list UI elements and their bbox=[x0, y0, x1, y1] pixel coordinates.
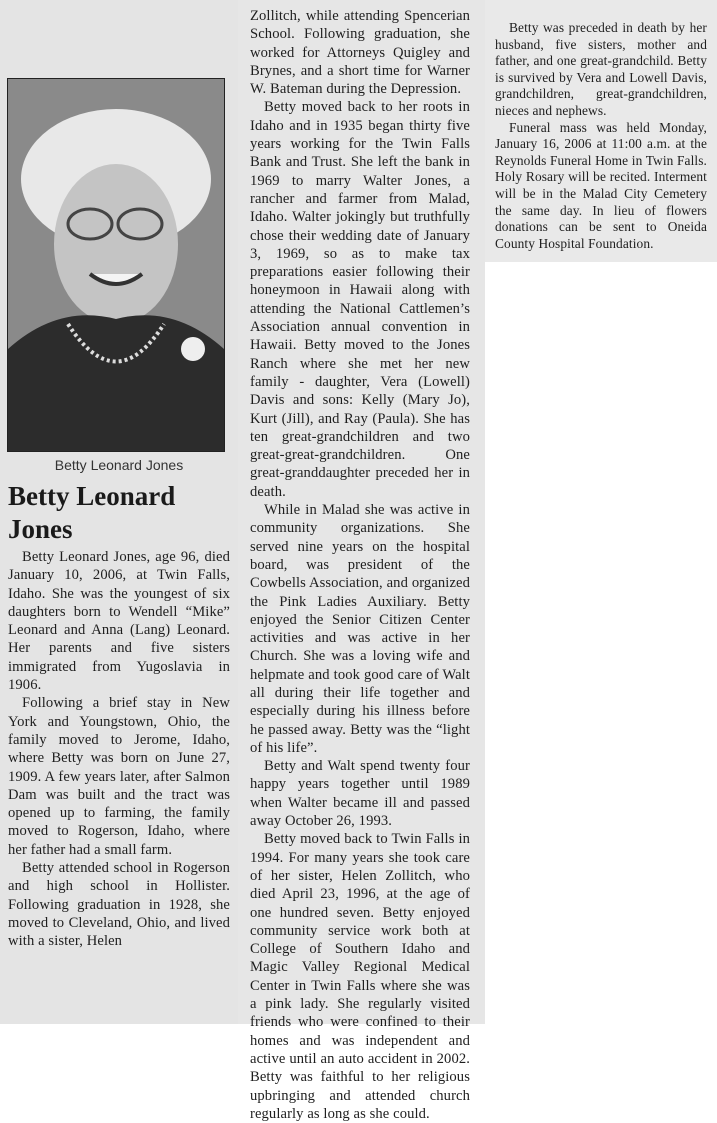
paragraph: While in Malad she was active in community organizations. She served nine years on the hospital board, was president of the Cowbells Association, and organized the Pink Ladies Auxiliary. Betty enjoyed the Senior Citizen Center activities and was active in her Church. She was a loving wife and helpmate and took good care of Walt all during their life together and especially during his illness before he passed away. Betty was the “light of his life”. bbox=[250, 502, 470, 756]
column-3-text bbox=[495, 20, 707, 252]
obituary-headline: Betty Leonard Jones bbox=[8, 481, 176, 544]
photo-caption: Betty Leonard Jones bbox=[54, 457, 184, 473]
column-2-text bbox=[250, 7, 470, 1123]
column-1 bbox=[0, 0, 238, 1024]
column-3 bbox=[485, 0, 717, 262]
paragraph: Betty moved back to Twin Falls in 1994. For many years she took care of her sister, Helen Zollitch, who died April 23, 1996, at the age of one hundred seven. Betty enjoyed community service work both at College of Southern Idaho and Magic Valley Regional Medical Center in Twin Falls where she was a pink lady. She regularly visited friends who were confined to their homes and was independent and active until an auto accident in 2002. Betty was faithful to her religious upbringing and attended church regularly as long as she could. bbox=[250, 831, 470, 1122]
portrait-photo bbox=[7, 78, 225, 452]
paragraph: Following a brief stay in New York and Youngstown, Ohio, the family moved to Jerome, Idaho, where Betty was born on June 27, 1909. A few years later, after Salmon Dam was built and the tract was opened up to farming, the family moved to Rogerson, Idaho, where her father had a small farm. bbox=[8, 695, 230, 858]
paragraph: Betty attended school in Rogerson and high school in Hollister. Following graduation in 1928, she moved to Cleveland, Ohio, and lived with a sister, Helen bbox=[8, 860, 230, 950]
paragraph: Funeral mass was held Monday, January 16, 2006 at 11:00 a.m. at the Reynolds Funeral Home in Twin Falls. Holy Rosary will be recited. Interment will be in the Malad City Cemetery the same day. In lieu of flowers donations can be sent to Oneida County Hospital Foundation. bbox=[495, 119, 707, 251]
paragraph: Betty Leonard Jones, age 96, died January 10, 2006, at Twin Falls, Idaho. She was the youngest of six daughters born to Wendell “Mike” Leonard and Anna (Lang) Leonard. Her parents and five sisters immigrated from Yugoslavia in 1906. bbox=[8, 549, 230, 694]
paragraph: Betty and Walt spend twenty four happy years together until 1989 when Walter became ill and passed away October 26, 1993. bbox=[250, 758, 470, 830]
paragraph: Betty moved back to her roots in Idaho and in 1935 began thirty five years working for the Twin Falls Bank and Trust. She left the bank in 1969 to marry Walter Jones, a rancher and farmer from Malad, Idaho. Walter jokingly but truthfully chose their wedding date of January 3, 1969, so as to make tax preparations easier following their honeymoon in Hawaii along with attending the National Cattlemen’s Association annual convention in Hawaii. Betty moved to the Jones Ranch where she met her new family - daughter, Vera (Lowell) Davis and sons: Kelly (Mary Jo), Kurt (Jill), and Ray (Paula). She has ten great-grandchildren and two great-great-grandchildren. One great-granddaughter preceded her in death. bbox=[250, 99, 470, 500]
paragraph: Zollitch, while attending Spencerian School. Following graduation, she worked for Attorneys Quigley and Brynes, and a short time for Warner W. Bateman during the Depression. bbox=[250, 8, 470, 98]
column-2 bbox=[238, 0, 485, 1122]
paragraph: Betty was preceded in death by her husband, five sisters, mother and father, and one great-grandchild. Betty is survived by Vera and Lowell Davis, grandchildren, great-grandchildren, nieces and nephews. bbox=[495, 20, 707, 118]
column-1-text bbox=[8, 548, 230, 951]
portrait-illustration bbox=[8, 79, 224, 451]
